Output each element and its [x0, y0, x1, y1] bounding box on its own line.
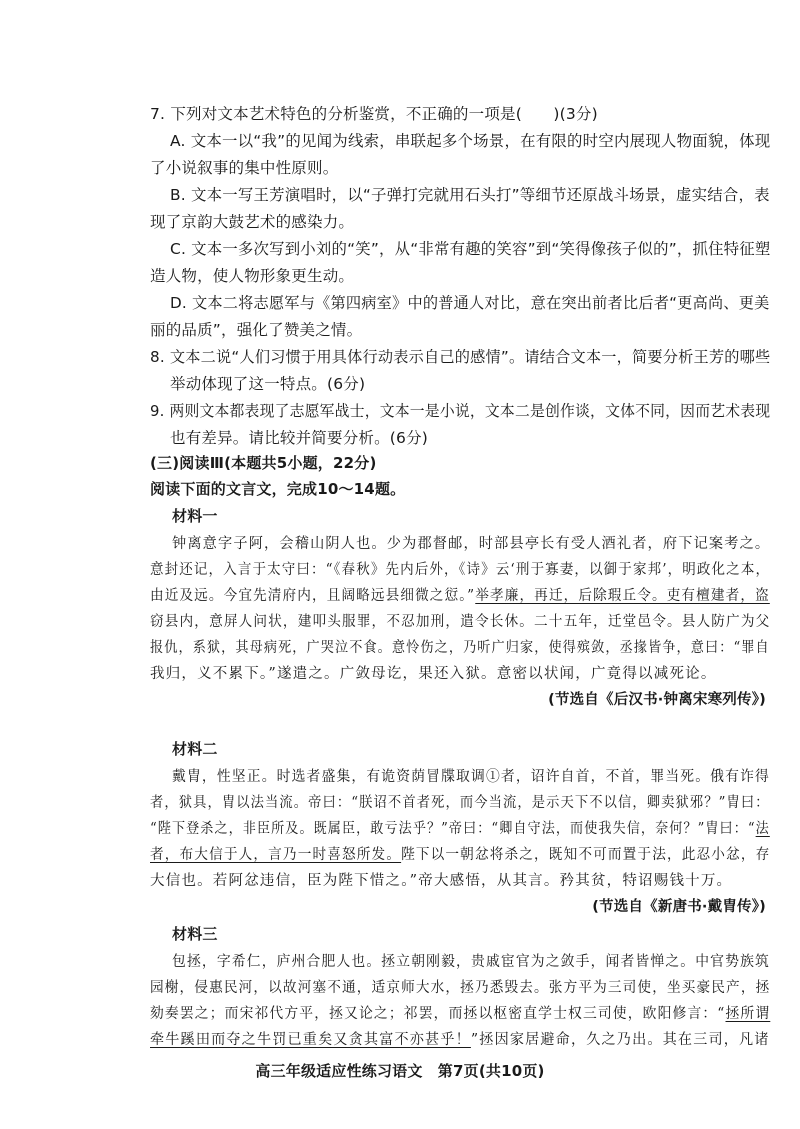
material3-line1: 包拯，字希仁，庐州合肥人也。拯立朝刚毅，贵戚宦官为之敛手，闻者皆惮之。中官势族筑	[172, 954, 770, 970]
material2-underlined-start: 法	[755, 821, 770, 837]
q7-option-d-line1: D. 文本二将志愿军与《第四病室》中的普通人对比，意在突出前者比后者“更高尚、更美	[170, 294, 770, 312]
material1-line3	[150, 586, 770, 606]
material2-line2: 者，狱具，胄以法当流。帝曰：“朕诏不首者死，而今当流，是示天下不以信，卿卖狱邪？”胄曰：	[150, 795, 770, 811]
material1-line5: 报仇，系狱，其母病死，广哭泣不食。意怜伤之，乃听广归家，使得殡敛，丞掾皆争，意曰：“罪自	[150, 640, 770, 656]
section-heading: (三)阅读Ⅲ(本题共5小题，22分)	[150, 454, 377, 472]
material2-underlined-sentence: 者，布大信于人，言乃一时喜怒所发。	[150, 847, 402, 863]
q7-option-a-line2: 了小说叙事的集中性原则。	[150, 159, 339, 177]
q7-option-d-line2: 丽的品质”，强化了赞美之情。	[150, 321, 363, 339]
q7-option-a-line1: A. 文本一以“我”的见闻为线索，串联起多个场景，在有限的时空内展现人物面貌，体现	[170, 132, 771, 150]
material2-line3	[150, 819, 770, 839]
material2-line1: 戴胄，性坚正。时选者盛集，有诡资荫冒牒取调①者，诏许自首，不首，罪当死。俄有诈得	[172, 769, 770, 785]
material1-line4: 窃县内，意屏人问状，建叩头服罪，不忍加刑，遣令长休。二十五年，迁堂邑令。县人防广为父	[150, 614, 771, 630]
material2-line5: 大信也。若阿忿违信，臣为陛下惜之。”帝大感悟，从其言。矜其贫，特诏赐钱十万。	[150, 873, 733, 889]
material1-line1: 钟离意字子阿，会稽山阴人也。少为郡督邮，时部县亭长有受人酒礼者，府下记案考之。	[172, 536, 771, 552]
page-footer: 高三年级适应性练习语文 第7页(共10页)	[255, 1062, 545, 1080]
section-instruction: 阅读下面的文言文，完成10～14题。	[150, 480, 406, 498]
material3-line4	[150, 1030, 770, 1050]
q8-line1: 8. 文本二说“人们习惯于用具体行动表示自己的感情”。请结合文本一，简要分析王芳的哪些	[150, 348, 771, 366]
material2-line3-text: “陛下登杀之，非臣所及。既属臣，敢亏法乎？”帝曰：“卿自守法，而使我失信，奈何？”胄曰：“	[150, 821, 756, 837]
material3-line4-text: ”拯因家居避命，久之乃出。其在三司，凡诸	[470, 1032, 770, 1048]
material2-line4	[150, 845, 770, 865]
q7-stem: 7. 下列对文本艺术特色的分析鉴赏，不正确的一项是( )(3分)	[150, 105, 598, 123]
q7-option-b-line1: B. 文本一写王芳演唱时，以“子弹打完就用石头打”等细节还原战斗场景，虚实结合，表	[170, 186, 770, 204]
q9-line1: 9. 两则文本都表现了志愿军战士，文本一是小说，文本二是创作谈，文体不同，因而艺术表现	[150, 402, 771, 420]
material3-line2: 园榭，侵惠民河，以故河塞不通，适京师大水，拯乃悉毁去。张方平为三司使，坐买豪民产，拯	[150, 980, 771, 996]
q7-option-b-line2: 现了京韵大鼓艺术的感染力。	[150, 213, 355, 231]
material3-underlined-sentence: 牵牛蹊田而夺之牛罚已重矣又贪其富不亦甚乎！	[150, 1032, 471, 1048]
material2-line4-text: 陛下以一朝忿将杀之，既知不可而置于法，此忍小忿，存	[401, 847, 771, 863]
material3-underlined-start: 拯所谓	[725, 1006, 771, 1022]
q7-option-c-line2: 造人物，使人物形象更生动。	[150, 267, 355, 285]
material1-source: (节选自《后汉书·钟离宋寒列传》)	[548, 692, 766, 708]
q8-line2: 举动体现了这一特点。(6分)	[170, 375, 366, 393]
material3-line3	[150, 1004, 770, 1024]
material3-line3-text: 劾奏罢之；而宋祁代方平，拯又论之；祁罢，而拯以枢密直学士权三司使，欧阳修言：“	[150, 1006, 726, 1022]
material1-underlined-sentence: 举孝廉，再迁，后除瑕丘令。吏有檀建者，盗	[475, 588, 770, 604]
material2-source: (节选自《新唐书·戴胄传》)	[592, 899, 766, 915]
q9-line2: 也有差异。请比较并简要分析。(6分)	[170, 429, 429, 447]
material1-line3-text: 由近及远。今宜先清府内，且阔略远县细微之愆。”	[150, 588, 476, 604]
material1-line6: 我归，义不累下。”遂遣之。广敛母讫，果还入狱。意密以状闻，广竟得以减死论。	[150, 666, 717, 682]
material1-title: 材料一	[172, 507, 218, 525]
material3-title: 材料三	[172, 925, 218, 943]
q7-option-c-line1: C. 文本一多次写到小刘的“笑”，从“非常有趣的笑容”到“笑得像孩子似的”，抓住特征塑	[170, 240, 771, 258]
material2-title: 材料二	[172, 740, 218, 758]
material1-line2: 意封还记，入言于太守曰：“《春秋》先内后外，《诗》云‘刑于寡妻，以御于家邦’，明政化之本，	[150, 562, 771, 578]
